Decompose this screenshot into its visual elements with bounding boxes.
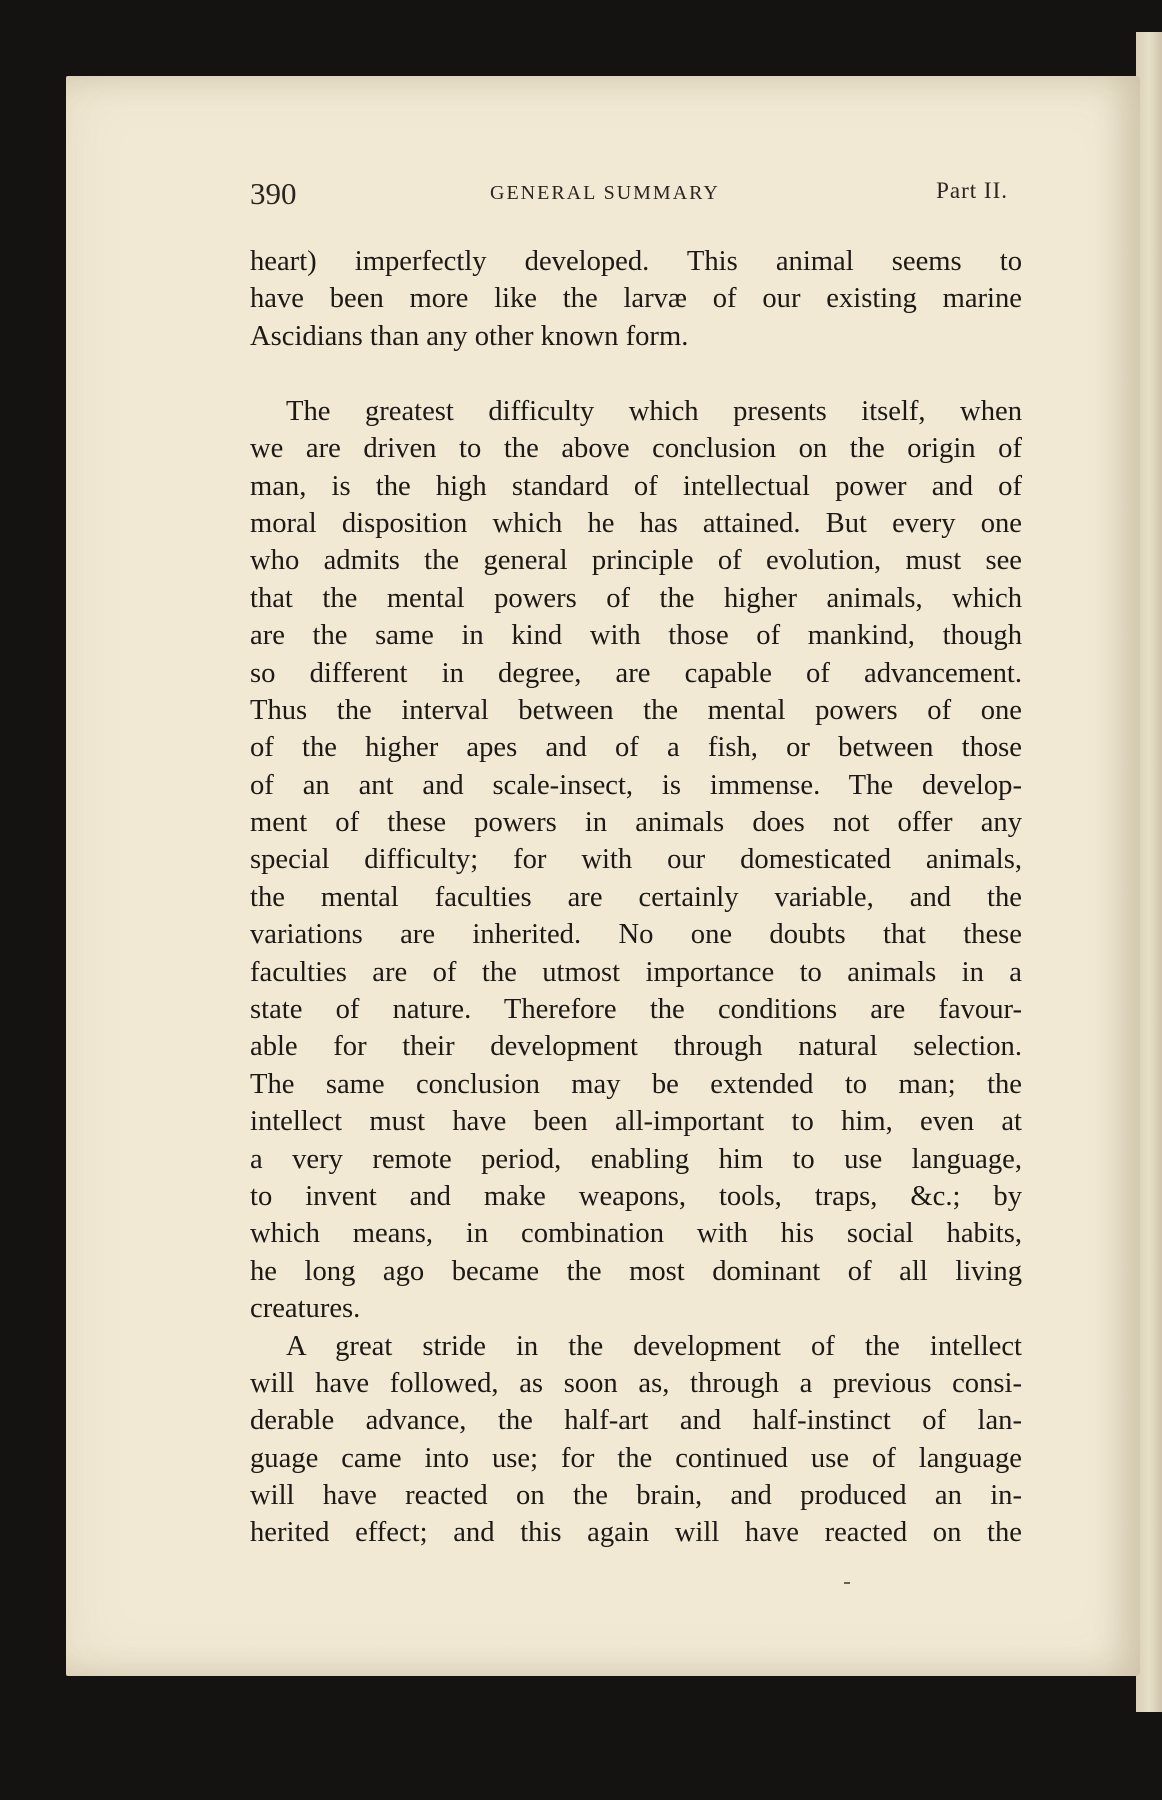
text-line: that the mental powers of the higher animals, which xyxy=(250,582,1022,614)
paragraph xyxy=(250,393,1022,1328)
text-line: heart) imperfectly developed. This animal seems to xyxy=(250,246,1022,277)
text-line: who admits the general principle of evolution, must see xyxy=(250,545,1022,577)
text-line: faculties are of the utmost importance to animals in a xyxy=(250,956,1022,988)
page-number: 390 xyxy=(250,176,297,211)
text-line: a very remote period, enabling him to use language, xyxy=(250,1143,1022,1175)
text-line: variations are inherited. No one doubts that these xyxy=(250,919,1022,951)
text-line: The greatest difficulty which presents itself, when xyxy=(286,395,1022,427)
text-line: will have reacted on the brain, and produced an in- xyxy=(250,1480,1022,1512)
text-line: derable advance, the half-art and half-instinct of lan- xyxy=(250,1405,1022,1437)
adjacent-page-fragment xyxy=(1138,152,1160,227)
text-line: man, is the high standard of intellectual power and of xyxy=(250,470,1022,502)
text-line: able for their development through natural selection. xyxy=(250,1031,1022,1063)
printer-mark xyxy=(844,1582,850,1584)
text-line: the mental faculties are certainly variable, and the xyxy=(250,881,1022,913)
text-line: Thus the interval between the mental powers of one xyxy=(250,694,1022,726)
text-line: ment of these powers in animals does not offer any xyxy=(250,807,1022,839)
section-title: GENERAL SUMMARY xyxy=(490,182,720,204)
text-line: will have followed, as soon as, through a previous consi- xyxy=(250,1367,1022,1399)
text-line: of the higher apes and of a fish, or between those xyxy=(250,732,1022,764)
text-line: are the same in kind with those of mankind, though xyxy=(250,620,1022,652)
text-line: of an ant and scale-insect, is immense. The develop- xyxy=(250,769,1022,801)
body-text xyxy=(250,243,1022,1552)
text-line: to invent and make weapons, tools, traps, &c.; by xyxy=(250,1180,1022,1212)
text-line: so different in degree, are capable of advancement. xyxy=(250,657,1022,689)
paragraph xyxy=(250,1328,1022,1552)
section-break xyxy=(250,355,1022,393)
text-line: state of nature. Therefore the conditions are favour- xyxy=(250,994,1022,1026)
text-line: The same conclusion may be extended to man; the xyxy=(250,1068,1022,1100)
text-line: he long ago became the most dominant of all living xyxy=(250,1255,1022,1287)
text-line: herited effect; and this again will have reacted on the xyxy=(250,1517,1022,1549)
text-line: creatures. xyxy=(250,1293,361,1325)
text-line: moral disposition which he has attained. But every one xyxy=(250,507,1022,539)
text-line: which means, in combination with his social habits, xyxy=(250,1218,1022,1250)
text-line: intellect must have been all-important to him, even at xyxy=(250,1106,1022,1138)
text-line: we are driven to the above conclusion on the origin of xyxy=(250,433,1022,465)
text-line: guage came into use; for the continued use of language xyxy=(250,1442,1022,1474)
text-line: special difficulty; for with our domesticated animals, xyxy=(250,844,1022,876)
text-line: have been more like the larvæ of our existing marine xyxy=(250,283,1022,315)
paragraph xyxy=(250,243,1022,355)
part-label: Part II. xyxy=(936,178,1008,203)
text-line: A great stride in the development of the intellect xyxy=(286,1330,1022,1362)
text-line: Ascidians than any other known form. xyxy=(250,320,689,352)
running-head xyxy=(250,176,1010,212)
